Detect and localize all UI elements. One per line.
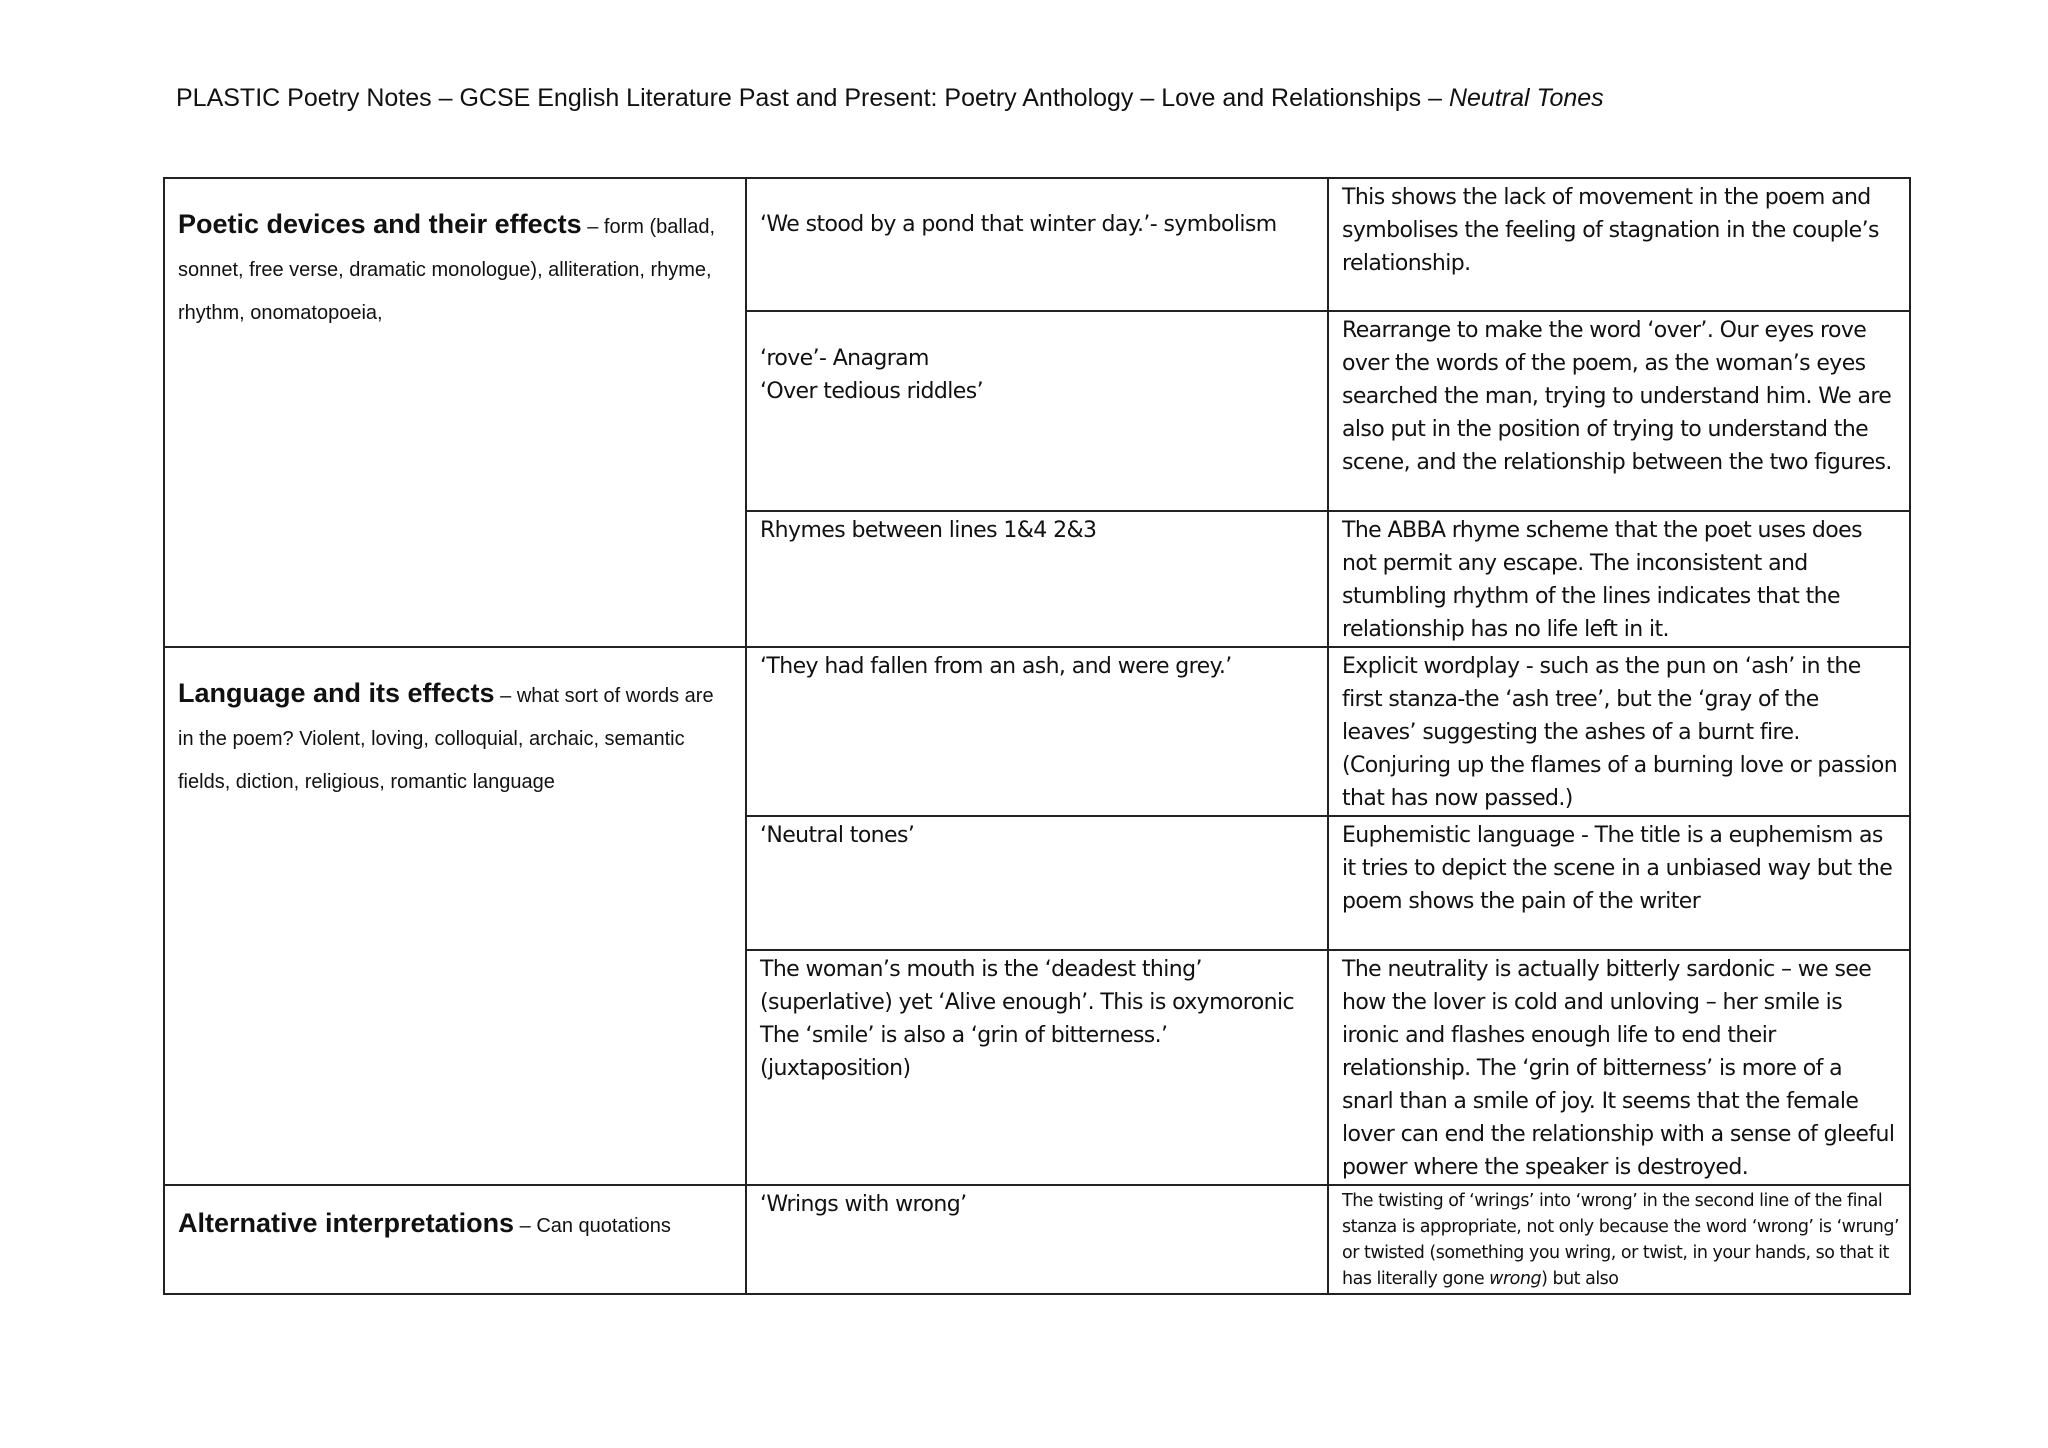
page-title: [176, 84, 1604, 113]
category-poetic: [178, 203, 733, 335]
table-row: [164, 1185, 1910, 1294]
quote-text: ‘Neutral tones’: [760, 823, 915, 848]
category-description: – what sort of words are in the poem? Violent, loving, colloquial, archaic, semantic fields, diction, religious, romantic language: [178, 685, 714, 793]
quote-cell: [746, 950, 1328, 1185]
category-cell-alternative: [164, 1185, 746, 1294]
effect-text: The neutrality is actually bitterly sardonic – we see how the lover is cold and unloving – her smile is ironic and flashes enough life to end their relationship. The ‘grin of bitterness’ is more of a snarl than a smile of joy. It seems that the female lover can end the relationship with a sense of gleeful power where the speaker is destroyed.: [1342, 957, 1895, 1180]
category-cell-language: [164, 647, 746, 1185]
quote-text: Rhymes between lines 1&4 2&3: [760, 518, 1097, 543]
category-heading: Poetic devices and their effects: [178, 209, 582, 239]
quote-cell: [746, 647, 1328, 816]
category-description: – Can quotations: [514, 1215, 671, 1237]
category-heading: Alternative interpretations: [178, 1208, 515, 1238]
category-description: – form (ballad, sonnet, free verse, dramatic monologue), alliteration, rhyme, rhythm, onomatopoeia,: [178, 216, 716, 324]
category-language: [178, 672, 733, 804]
effect-text-emphasis: wrong: [1489, 1269, 1542, 1289]
quote-cell: [746, 1185, 1328, 1294]
quote-cell: [746, 816, 1328, 950]
notes-table: [163, 177, 1911, 1295]
effect-cell: [1328, 647, 1910, 816]
quote-cell: [746, 511, 1328, 647]
effect-cell: [1328, 816, 1910, 950]
quote-text: ‘We stood by a pond that winter day.’- symbolism: [760, 212, 1277, 237]
quote-cell: [746, 178, 1328, 311]
page-title-text: PLASTIC Poetry Notes – GCSE English Literature Past and Present: Poetry Anthology – Love and Relationships –: [176, 84, 1449, 112]
table-row: [164, 647, 1910, 816]
quote-text: ‘rove’- Anagram ‘Over tedious riddles’: [760, 346, 983, 404]
quote-cell: [746, 311, 1328, 511]
category-heading: Language and its effects: [178, 678, 495, 708]
effect-text: Euphemistic language - The title is a euphemism as it tries to depict the scene in a unbiased way but the poem shows the pain of the writer: [1342, 823, 1893, 914]
effect-text-part: ) but also: [1541, 1269, 1619, 1289]
quote-text: ‘They had fallen from an ash, and were grey.’: [760, 654, 1232, 679]
quote-text: The woman’s mouth is the ‘deadest thing’ (superlative) yet ‘Alive enough’. This is oxymoronic The ‘smile’ is also a ‘grin of bitterness.’ (juxtaposition): [760, 957, 1294, 1081]
effect-text: This shows the lack of movement in the poem and symbolises the feeling of stagnation in the couple’s relationship.: [1342, 185, 1879, 276]
effect-text: The ABBA rhyme scheme that the poet uses does not permit any escape. The inconsistent and stumbling rhythm of the lines indicates that the relationship has no life left in it.: [1342, 518, 1862, 642]
category-alternative: [178, 1202, 733, 1248]
effect-cell: [1328, 1185, 1910, 1294]
effect-cell: [1328, 950, 1910, 1185]
effect-cell: [1328, 178, 1910, 311]
quote-text: ‘Wrings with wrong’: [760, 1192, 967, 1217]
poem-title: Neutral Tones: [1448, 84, 1604, 112]
category-cell-poetic: [164, 178, 746, 647]
table-row: [164, 178, 1910, 311]
effect-text-part: The twisting of ‘wrings’ into ‘wrong’ in the second line of the final stanza is appropriate, not only because the word ‘wrong’ is ‘wrung’ or twisted (something you wring, or twist, in your hands, so that it has literally gone: [1342, 1191, 1900, 1289]
effect-text: Explicit wordplay - such as the pun on ‘ash’ in the first stanza-the ‘ash tree’, but the ‘gray of the leaves’ suggesting the ashes of a burnt fire. (Conjuring up the flames of a burning love or passion that has now passed.): [1342, 654, 1898, 811]
effect-text: Rearrange to make the word ‘over’. Our eyes rove over the words of the poem, as the woman’s eyes searched the man, trying to understand him. We are also put in the position of trying to understand the scene, and the relationship between the two figures.: [1342, 318, 1892, 475]
effect-cell: [1328, 311, 1910, 511]
effect-text: [1329, 1186, 1909, 1292]
effect-cell: [1328, 511, 1910, 647]
